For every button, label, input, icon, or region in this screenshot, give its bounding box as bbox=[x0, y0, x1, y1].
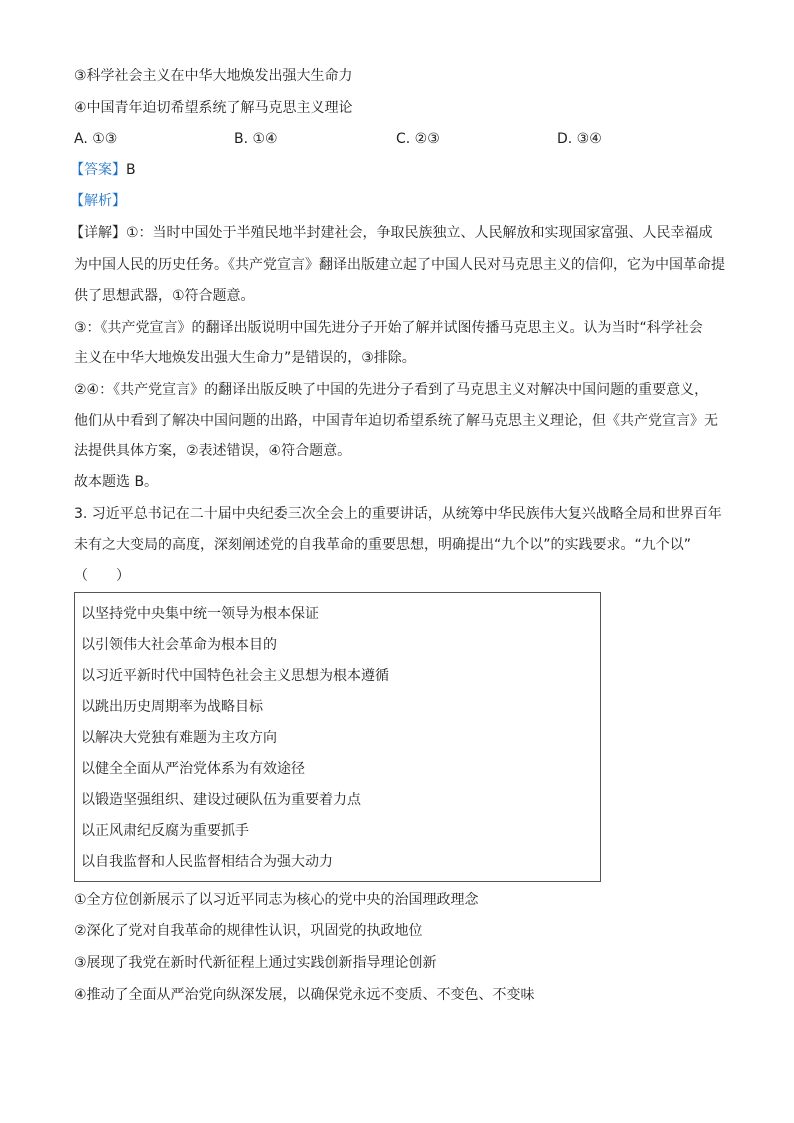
box-item: 以习近平新时代中国特色社会主义思想为根本遵循 bbox=[81, 668, 389, 684]
option-a[interactable]: A. ①③ bbox=[74, 131, 118, 147]
box-item: 以健全全面从严治党体系为有效途径 bbox=[81, 761, 305, 777]
box-item: 以引领伟大社会革命为根本目的 bbox=[81, 637, 277, 653]
answer-tag: 答案 bbox=[84, 162, 112, 178]
detail-line-6: ②④：《共产党宣言》的翻译出版反映了中国的先进分子看到了马克思主义对解决中国问题的重要意义， bbox=[74, 382, 709, 398]
question-3-stem-2: 未有之大变局的高度，深刻阐述党的自我革命的重要思想，明确提出“九个以”的实践要求。“九个以” bbox=[74, 537, 692, 553]
analysis-tag: 解析 bbox=[84, 193, 112, 209]
box-item: 以坚持党中央集中统一领导为根本保证 bbox=[81, 606, 319, 622]
box-item: 以自我监督和人民监督相结合为强大动力 bbox=[81, 854, 333, 870]
detail-line-1: 【详解】①：当时中国处于半殖民地半封建社会，争取民族独立、人民解放和实现国家富强、人民幸福成 bbox=[70, 225, 713, 241]
detail-line-7: 他们从中看到了解决中国问题的出路，中国青年迫切希望系统了解马克思主义理论，但《共产党宣言》无 bbox=[74, 413, 718, 429]
detail-line-2: 为中国人民的历史任务。《共产党宣言》翻译出版建立起了中国人民对马克思主义的信仰，它为中国革命提 bbox=[74, 257, 725, 273]
detail-line-5: 主义在中华大地焕发出强大生命力”是错误的，③排除。 bbox=[74, 350, 416, 366]
detail-conclusion: 故本题选 B。 bbox=[74, 474, 159, 490]
detail-line-8: 法提供具体方案，②表述错误，④符合题意。 bbox=[74, 443, 352, 459]
box-item: 以跳出历史周期率为战略目标 bbox=[81, 699, 263, 715]
statement-4-prev: ④中国青年迫切希望系统了解马克思主义理论 bbox=[74, 100, 353, 116]
detail-line-4: ③：《共产党宣言》的翻译出版说明中国先进分子开始了解并试图传播马克思主义。认为当时“科学社会 bbox=[74, 320, 703, 336]
detail-line-3: 供了思想武器，①符合题意。 bbox=[74, 288, 255, 304]
question-3-blank: （ ） bbox=[74, 568, 130, 584]
statement-3: ③展现了我党在新时代新征程上通过实践创新指导理论创新 bbox=[74, 955, 437, 971]
statement-3-prev: ③科学社会主义在中华大地焕发出强大生命力 bbox=[74, 68, 353, 84]
option-d[interactable]: D. ③④ bbox=[557, 131, 602, 147]
question-3-stem-1: 3. 习近平总书记在二十届中央纪委三次全会上的重要讲话，从统筹中华民族伟大复兴战略全局和世界百年 bbox=[74, 506, 722, 522]
option-b[interactable]: B. ①④ bbox=[234, 131, 278, 147]
box-item: 以正风肃纪反腐为重要抓手 bbox=[81, 823, 249, 839]
option-c[interactable]: C. ②③ bbox=[396, 131, 440, 147]
statement-1: ①全方位创新展示了以习近平同志为核心的党中央的治国理政理念 bbox=[74, 892, 479, 908]
analysis-heading: 【解析】 bbox=[70, 193, 126, 209]
statement-2: ②深化了党对自我革命的规律性认识，巩固党的执政地位 bbox=[74, 923, 423, 939]
box-item: 以解决大党独有难题为主攻方向 bbox=[81, 730, 277, 746]
box-item: 以锻造坚强组织、建设过硬队伍为重要着力点 bbox=[81, 792, 361, 808]
answer-line: 【答案】B bbox=[70, 162, 136, 178]
statement-4: ④推动了全面从严治党向纵深发展，以确保党永远不变质、不变色、不变味 bbox=[74, 987, 535, 1003]
detail-tag: 详解 bbox=[84, 225, 112, 241]
answer-value: B bbox=[126, 162, 136, 178]
nine-principles-box bbox=[74, 592, 601, 882]
